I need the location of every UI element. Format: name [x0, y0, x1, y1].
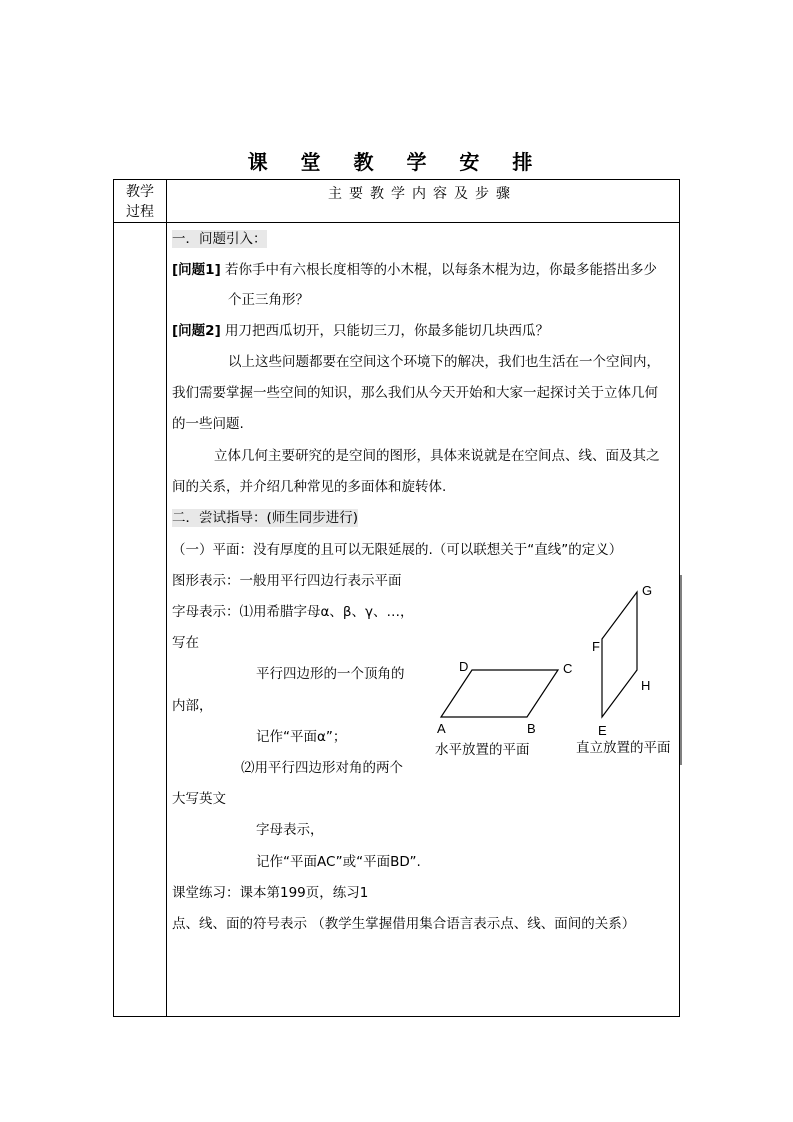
denote-alpha: 记作“平面α”； [256, 729, 347, 745]
label-d: D [459, 659, 469, 674]
section-guidance-heading: 二．尝试指导：(师生同步进行) [172, 510, 359, 526]
page-title: 课 堂 教 学 安 排 [247, 150, 546, 174]
figure-representation: 图形表示：一般用平行四边行表示平面 [172, 573, 402, 589]
paragraph-1-line-3: 的一些问题. [172, 416, 244, 432]
corner-text: 平行四边形的一个顶角的 [256, 666, 405, 682]
letter-representation: 字母表示：⑴用希腊字母α、β、γ、…， [172, 604, 414, 620]
label-a: A [437, 721, 446, 736]
letter-representation-2: 字母表示， [256, 822, 324, 838]
label-h: H [641, 678, 651, 693]
paragraph-2-line-1: 立体几何主要研究的是空间的图形，具体来说就是在空间点、线、面及其之 [214, 448, 660, 464]
label-c: C [563, 661, 573, 676]
vertical-plane-caption: 直立放置的平面 [576, 740, 671, 755]
paragraph-1-line-1: 以上这些问题都要在空间这个环境下的解决，我们也生活在一个空间内， [228, 354, 660, 370]
question-1-tag: [问题1] [172, 262, 221, 278]
section-intro-heading: 一．问题引入： [172, 231, 267, 247]
symbol-representation: 点、线、面的符号表示 （教学生掌握借用集合语言表示点、线、面间的关系） [172, 916, 636, 932]
vertical-plane [602, 592, 637, 717]
classroom-practice: 课堂练习：课本第199页，练习1 [172, 885, 369, 901]
horizontal-plane-caption: 水平放置的平面 [435, 742, 530, 757]
header-process-line2: 过程 [126, 204, 154, 220]
denote-ac-bd: 记作“平面AC”或“平面BD”. [256, 854, 421, 870]
inside-text: 内部， [172, 698, 213, 714]
header-process-line1: 教学 [126, 184, 154, 200]
capital-letters: 大写英文 [172, 791, 226, 807]
write-in: 写在 [172, 635, 199, 651]
label-f: F [592, 639, 600, 654]
question-2-text: 用刀把西瓜切开，只能切三刀，你最多能切几块西瓜？ [225, 323, 550, 339]
header-content: 主要教学内容及步骤 [328, 186, 517, 202]
question-1-text: 若你手中有六根长度相等的小木棍，以每条木棍为边，你最多能搭出多少 [225, 262, 658, 278]
label-e: E [598, 723, 607, 738]
paragraph-1-line-2: 我们需要掌握一些空间的知识，那么我们从今天开始和大家一起探讨关于立体几何 [172, 385, 658, 401]
label-g: G [642, 583, 653, 598]
diagonal-text: ⑵用平行四边形对角的两个 [241, 760, 403, 776]
question-1-continuation: 个正三角形？ [228, 292, 309, 308]
label-b: B [527, 721, 536, 736]
question-2-tag: [问题2] [172, 323, 221, 339]
paragraph-2-line-2: 间的关系，并介绍几种常见的多面体和旋转体. [172, 479, 447, 495]
horizontal-plane [441, 670, 558, 717]
plane-definition: （一）平面：没有厚度的且可以无限延展的.（可以联想关于“直线”的定义） [172, 542, 623, 558]
